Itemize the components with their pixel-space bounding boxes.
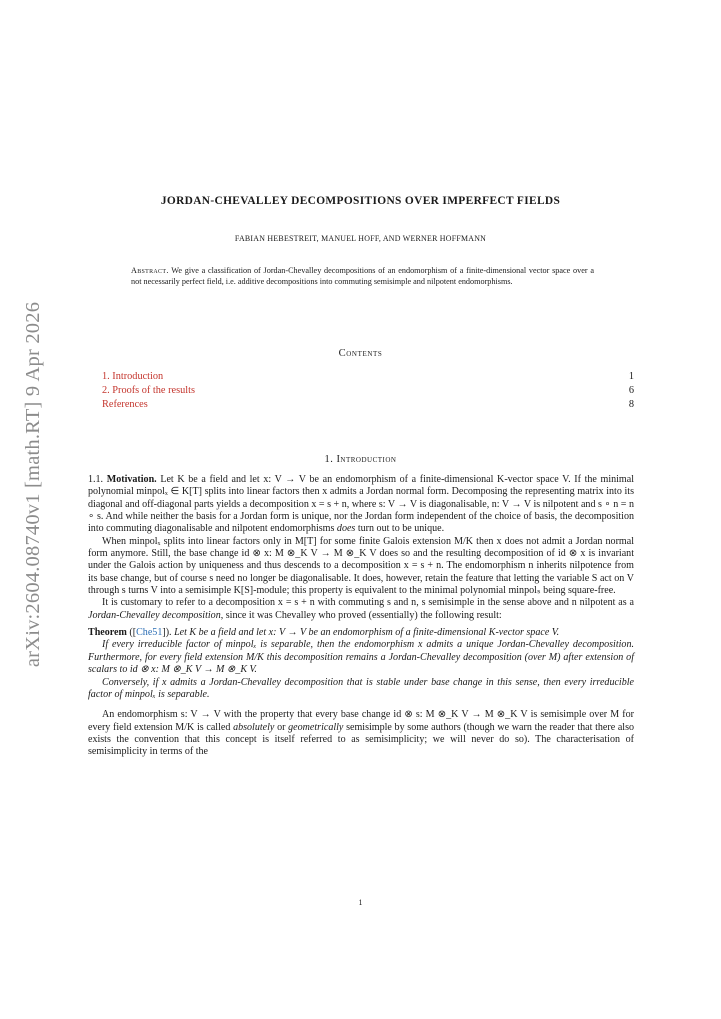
arxiv-identifier-text: arXiv:2604.08740v1 [math.RT] 9 Apr 2026 (22, 301, 45, 667)
emphasis-text: absolutely (233, 721, 275, 733)
toc-entry[interactable] (102, 384, 634, 398)
abstract (131, 265, 594, 288)
theorem-paragraph: If every irreducible factor of minpolₓ is separable, then the endomorphism x admits a unique Jordan-Chevalley decomposition. Furthermore, for every field extension M/K this decomposition remains a Jordan-Chevalley decomposition (over M) after extension of scalars to id ⊗ x: M ⊗_K V → M ⊗_K V. (88, 639, 634, 676)
paper-title: JORDAN-CHEVALLEY DECOMPOSITIONS OVER IMPERFECT FIELDS (160, 195, 561, 207)
body-paragraph: When minpolₓ splits into linear factors only in M[T] for some finite Galois extension M/K then x does not admit a Jordan normal form anymore. Still, the base change id ⊗ x: M ⊗_K V → M ⊗_K V does so and the resulting decomposition of id ⊗ x is invariant under the Galois action by uniqueness and thus descends to a decomposition x = s + n. The endomorphism n inherits nilpotence from its base change, but of course s need no longer be diagonalisable. It does, however, retain the feature that letting the variable S act on V through s turns V into a semisimple K[S]-module; this property is equivalent to the minimal polynomial minpolₛ being square-free. (88, 535, 634, 597)
emphasis-text: geometrically (288, 721, 344, 733)
contents-heading: Contents (338, 348, 383, 359)
paragraph-text: or (277, 721, 286, 733)
toc-entry-page: 1 (628, 371, 634, 382)
toc-entry-link[interactable]: 1. Introduction (102, 371, 164, 382)
subsection-heading: Motivation. (106, 474, 157, 485)
paragraph-text: An endomorphism s: V → V with the property that every base change id ⊗ s: M ⊗_K V → M ⊗_K V is semisimple over M for every field extension M/K is called (88, 709, 634, 733)
subsection-number: 1.1. (88, 474, 104, 485)
toc-entry-page: 8 (628, 399, 634, 411)
theorem-label: Theorem (88, 627, 127, 639)
paragraph-text: Let K be a field and let x: V → V be an endomorphism of a finite-dimensional K-vector space V. If the minimal polynomial minpolₓ ∈ K[T] splits into linear factors then x admits a Jordan normal form. Decomposing the representing matrix into its diagonal and off-diagonal parts yields a decomposition x = s + n, where s: V → V is diagonalisable, n: V → V is nilpotent and s ∘ n = n ∘ s. And while neither the basis for a Jordan form is unique, nor the Jordan form independent of the choice of basis, the decomposition into commuting diagonalisable and nilpotent endomorphisms (88, 474, 634, 535)
theorem-statement (88, 627, 634, 639)
abstract-text: We give a classification of Jordan-Chevalley decompositions of an endomorphism of a finite-dimensional vector space over a not necessarily perfect field, i.e. additive decompositions into commuting semisimple and nilpotent endomorphisms. (131, 266, 594, 287)
body-paragraph (88, 597, 634, 622)
toc-entry-link[interactable]: References (102, 399, 148, 411)
toc-entry-link[interactable]: 2. Proofs of the results (102, 385, 195, 397)
emphasis-text: Jordan-Chevalley decomposition (88, 609, 221, 621)
body-text (88, 474, 634, 759)
paragraph-text: , since it was Chevalley who proved (essentially) the following result: (220, 609, 502, 621)
toc-entry[interactable] (102, 370, 634, 384)
emphasis-text: does (336, 523, 356, 535)
abstract-label: Abstract. (131, 266, 169, 275)
section-heading-introduction: 1. Introduction (324, 454, 397, 465)
theorem-paragraph: Conversely, if x admits a Jordan-Chevalley decomposition that is stable under base change in this sense, then every irreducible factor of minpolₓ is separable. (88, 676, 634, 700)
paragraph-text: It is customary to refer to a decomposition x = s + n with commuting s and n, s semisimple in the sense above and n nilpotent as a (102, 597, 634, 609)
theorem-text: Let K be a field and let x: V → V be an endomorphism of a finite-dimensional K-vector space V. (174, 627, 560, 639)
paragraph-text: turn out to be unique. (357, 523, 445, 535)
theorem-citation-bracket: ([Che51]). (129, 627, 172, 639)
paper-authors: FABIAN HEBESTREIT, MANUEL HOFF, AND WERNER HOFFMANN (234, 234, 487, 243)
motivation-paragraph (88, 474, 634, 536)
body-paragraph (88, 709, 634, 758)
table-of-contents (102, 370, 634, 413)
citation-link[interactable]: Che51 (136, 627, 163, 639)
toc-entry-page: 6 (628, 385, 634, 397)
page-number: 1 (358, 898, 363, 907)
paragraph-text: semisimple by some authors (though we warn the reader that there also exists the convention that this concept is itself referred to as semisimplicity; we will never do so). The characterisation of semisimplicity in terms of the (88, 721, 635, 758)
toc-entry[interactable] (102, 398, 634, 412)
